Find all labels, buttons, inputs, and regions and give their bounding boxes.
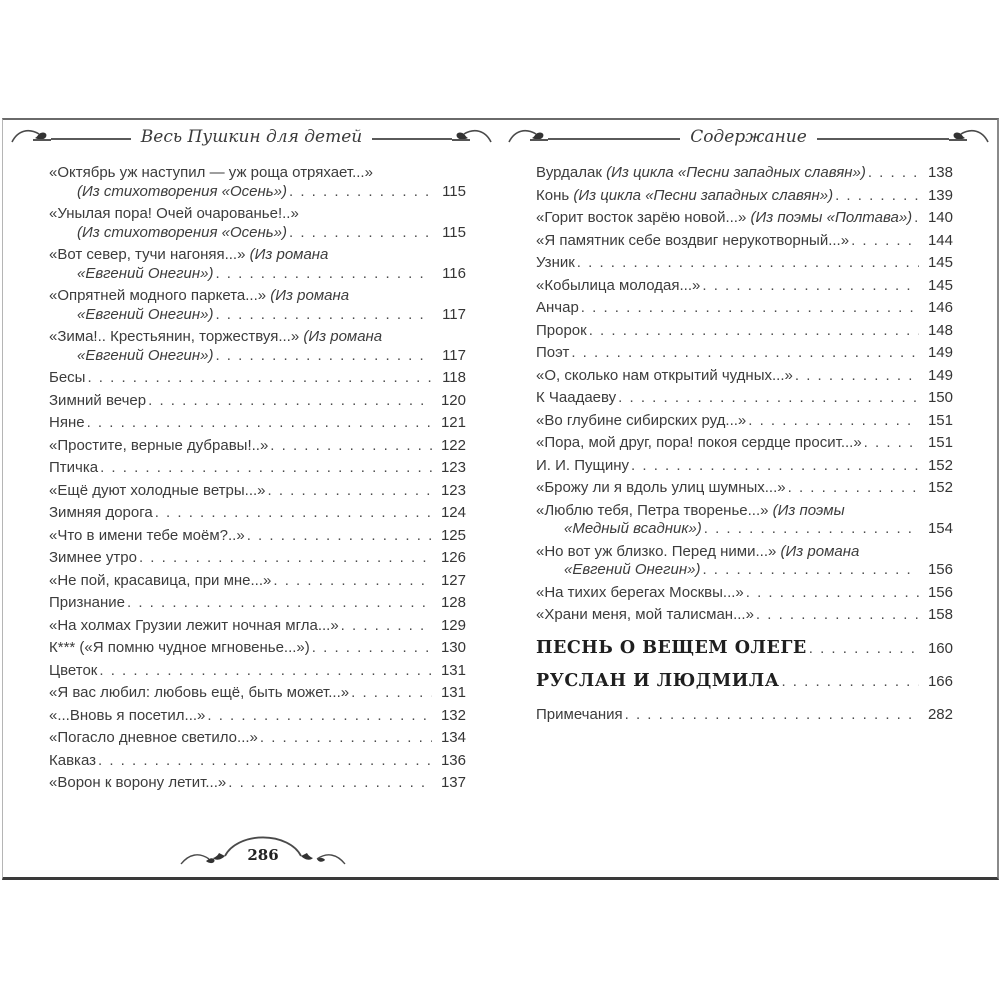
toc-page-number: 120 <box>440 391 466 409</box>
dot-leader <box>289 183 432 202</box>
toc-entry <box>49 527 466 546</box>
header-flourish-left-icon <box>11 126 51 148</box>
header-rule <box>548 138 680 140</box>
toc-text-segment: И. И. Пущину <box>536 456 630 474</box>
toc-page-number: 152 <box>927 479 953 496</box>
toc-page-number: 117 <box>442 305 466 323</box>
toc-page-number: 116 <box>442 264 466 282</box>
toc-page-number: 282 <box>927 705 953 723</box>
toc-text-segment: «Я вас любил: любовь ещё, быть может...» <box>49 684 350 701</box>
toc-entry <box>49 572 466 591</box>
toc-entry <box>49 774 466 793</box>
toc-text-segment: (Из стихотворения «Осень») <box>77 182 288 200</box>
dot-leader <box>914 209 919 228</box>
toc-entry <box>536 164 953 183</box>
toc-entry-line <box>536 502 953 521</box>
toc-text-segment: «Но вот уж близко. Перед ними...» <box>536 542 781 560</box>
toc-text-segment: «Храни меня, мой талисман...» <box>536 606 754 623</box>
toc-text-segment: Цветок <box>49 661 98 679</box>
toc-page-number: 115 <box>442 223 466 241</box>
header-flourish-right-icon <box>452 126 492 148</box>
toc-text-segment: «Погасло дневное светило...» <box>49 729 258 746</box>
toc-page-number: 123 <box>440 481 466 499</box>
toc-entry <box>536 277 953 296</box>
toc-entry <box>49 328 466 365</box>
dot-leader <box>341 617 432 636</box>
dot-leader <box>809 640 919 659</box>
header-rule <box>51 138 131 140</box>
toc-text-segment: Анчар <box>536 299 579 316</box>
toc-entry <box>536 187 953 206</box>
toc-entry <box>536 209 953 228</box>
toc-text-segment: «Унылая пора! Очей очарованье!..» <box>49 205 299 222</box>
toc-entry <box>49 246 466 283</box>
toc-text-segment: «Я памятник себе воздвиг нерукотворный...» <box>536 231 850 249</box>
toc-entry <box>49 205 466 242</box>
toc-text-segment: Зимняя дорога <box>49 504 153 521</box>
toc-text-segment: (Из поэмы <box>772 501 845 519</box>
toc-page-number: 121 <box>440 414 466 431</box>
toc-entry <box>49 684 466 703</box>
toc-text-segment: Узник <box>536 254 575 271</box>
toc-page-number: 115 <box>442 182 466 200</box>
toc-page-number: 145 <box>927 276 953 294</box>
toc-text-segment: Зимний вечер <box>49 391 147 409</box>
toc-page-number: 131 <box>440 684 466 701</box>
toc-entry <box>536 639 953 659</box>
toc-text-segment: «Опрятней модного паркета...» <box>49 287 271 304</box>
toc-text-segment: (Из стихотворения «Осень») <box>77 223 288 241</box>
toc-entry <box>536 706 953 725</box>
toc-text-segment: Няне <box>49 414 85 431</box>
toc-page-number: 124 <box>440 504 466 521</box>
toc-entry-line <box>49 164 466 183</box>
toc-text-segment: «О, сколько нам открытий чудных...» <box>536 366 793 384</box>
toc-page-number: 132 <box>440 706 466 724</box>
toc-text-segment: «Евгений Онегин») <box>77 346 214 364</box>
toc-entry <box>49 594 466 613</box>
toc-page-number: 126 <box>440 549 466 566</box>
toc-page-number: 122 <box>440 436 466 454</box>
toc-entry <box>536 672 953 692</box>
toc-text-segment: «Брожу ли я вдоль улиц шумных...» <box>536 479 786 496</box>
toc-entry <box>49 662 466 681</box>
toc-page-number: 138 <box>927 164 953 181</box>
dot-leader <box>746 584 919 603</box>
dot-leader <box>215 265 432 284</box>
toc-page-number: 150 <box>927 389 953 406</box>
footer-page-number: 286 <box>247 846 279 864</box>
toc-text-segment: Пророк <box>536 321 587 339</box>
toc-text-segment: ПЕСНЬ О ВЕЩЕМ ОЛЕГЕ <box>536 637 807 658</box>
dot-leader <box>247 527 432 546</box>
toc-entry <box>536 322 953 341</box>
toc-entry <box>536 584 953 603</box>
dot-leader <box>351 684 432 703</box>
toc-entry-line <box>49 287 466 306</box>
dot-leader <box>228 774 432 793</box>
dot-leader <box>795 367 919 386</box>
dot-leader <box>788 479 919 498</box>
left-page-footer <box>163 822 363 874</box>
toc-entry <box>536 389 953 408</box>
toc-entry <box>49 287 466 324</box>
toc-text-segment: (Из романа <box>270 287 350 304</box>
toc-entry <box>536 606 953 625</box>
dot-leader <box>571 344 919 363</box>
right-page-header <box>508 124 989 150</box>
toc-entry-line <box>536 543 953 562</box>
dot-leader <box>704 520 919 539</box>
dot-leader <box>631 457 919 476</box>
toc-page-number: 151 <box>927 411 953 429</box>
dot-leader <box>215 347 432 366</box>
toc-page-number: 131 <box>440 661 466 679</box>
toc-page-number: 130 <box>440 639 466 656</box>
toc-text-segment: (Из цикла «Песни западных славян») <box>606 164 866 181</box>
dot-leader <box>270 437 432 456</box>
toc-entry <box>536 502 953 539</box>
toc-entry <box>536 299 953 318</box>
toc-page-number: 151 <box>927 434 953 451</box>
dot-leader <box>139 549 432 568</box>
toc-entry <box>536 367 953 386</box>
toc-text-segment: Птичка <box>49 459 99 476</box>
toc-text-segment: «...Вновь я посетил...» <box>49 706 206 724</box>
toc-entry <box>49 752 466 771</box>
toc-text-segment: «Во глубине сибирских руд...» <box>536 411 747 429</box>
toc-page-number: 166 <box>927 673 953 690</box>
book-spread <box>2 118 999 880</box>
toc-page-number: 118 <box>442 369 466 386</box>
toc-text-segment: «Ворон к ворону летит...» <box>49 774 227 791</box>
toc-entry <box>49 414 466 433</box>
toc-entry <box>49 504 466 523</box>
toc-page-number: 134 <box>440 729 466 746</box>
footer-flourish-icon <box>163 822 363 874</box>
toc-page-number: 160 <box>927 639 953 657</box>
toc-list-left <box>3 164 500 793</box>
toc-text-segment: К Чаадаеву <box>536 389 617 406</box>
toc-page-number: 152 <box>927 456 953 474</box>
toc-text-segment: Зимнее утро <box>49 549 137 566</box>
toc-text-segment: Кавказ <box>49 751 96 769</box>
toc-text-segment: «Евгений Онегин») <box>77 264 214 282</box>
toc-page-number: 117 <box>442 346 466 364</box>
dot-leader <box>155 504 432 523</box>
toc-page-number: 144 <box>927 231 953 249</box>
dot-leader <box>207 707 432 726</box>
toc-page-number: 139 <box>927 186 953 204</box>
dot-leader <box>99 662 432 681</box>
dot-leader <box>87 369 432 388</box>
toc-text-segment: «Не пой, красавица, при мне...» <box>49 571 272 589</box>
toc-page-number: 156 <box>927 583 953 601</box>
left-page-header <box>11 124 492 150</box>
dot-leader <box>148 392 432 411</box>
toc-text-segment: «Пора, мой друг, пора! покоя сердце просит...» <box>536 434 862 451</box>
toc-text-segment: Конь <box>536 186 574 204</box>
toc-page-number: 148 <box>927 321 953 339</box>
toc-entry <box>49 164 466 201</box>
toc-page-number: 128 <box>440 594 466 611</box>
toc-text-segment: (Из романа <box>249 246 329 263</box>
dot-leader <box>756 606 919 625</box>
dot-leader <box>618 389 919 408</box>
header-flourish-left-icon <box>508 126 548 148</box>
toc-entry <box>536 254 953 273</box>
toc-text-segment: «Ещё дуют холодные ветры...» <box>49 481 266 499</box>
page-title: Содержание <box>690 127 807 147</box>
header-rule <box>817 138 949 140</box>
dot-leader <box>589 322 919 341</box>
toc-text-segment: «Кобылица молодая...» <box>536 276 701 294</box>
toc-text-segment: Вурдалак <box>536 164 607 181</box>
toc-page-number: 145 <box>927 254 953 271</box>
toc-page-number: 125 <box>440 526 466 544</box>
toc-text-segment: «Евгений Онегин») <box>564 561 701 578</box>
toc-page-number: 149 <box>927 366 953 384</box>
toc-page-number: 137 <box>440 774 466 791</box>
toc-entry <box>536 457 953 476</box>
dot-leader <box>702 561 919 580</box>
toc-text-segment: «Зима!.. Крестьянин, торжествуя...» <box>49 328 304 345</box>
dot-leader <box>702 277 919 296</box>
dot-leader <box>835 187 919 206</box>
toc-entry-line <box>49 328 466 347</box>
toc-entry <box>536 543 953 580</box>
dot-leader <box>625 706 919 725</box>
dot-leader <box>868 164 919 183</box>
toc-entry <box>49 369 466 388</box>
toc-text-segment: Признание <box>49 594 126 611</box>
toc-entry <box>536 434 953 453</box>
toc-text-segment: «Медный всадник») <box>564 520 702 537</box>
toc-entry <box>49 437 466 456</box>
toc-entry <box>49 392 466 411</box>
dot-leader <box>87 414 432 433</box>
dot-leader <box>581 299 919 318</box>
dot-leader <box>98 752 432 771</box>
toc-page-number: 149 <box>927 344 953 361</box>
toc-page-number: 156 <box>927 561 953 578</box>
toc-page-number: 158 <box>927 606 953 623</box>
toc-text-segment: «Горит восток зарёю новой...» <box>536 209 751 226</box>
toc-text-segment: «Люблю тебя, Петра творенье...» <box>536 501 773 519</box>
toc-page-number: 123 <box>440 459 466 476</box>
dot-leader <box>273 572 432 591</box>
toc-entry <box>49 482 466 501</box>
toc-page-number: 140 <box>927 209 953 226</box>
toc-entry <box>536 479 953 498</box>
left-page <box>3 120 500 877</box>
dot-leader <box>851 232 919 251</box>
toc-text-segment: «Вот север, тучи нагоняя...» <box>49 246 250 263</box>
toc-entry-line <box>49 246 466 265</box>
toc-page-number: 129 <box>440 616 466 634</box>
dot-leader <box>127 594 432 613</box>
toc-text-segment: РУСЛАН И ЛЮДМИЛА <box>536 671 780 691</box>
dot-leader <box>268 482 433 501</box>
toc-entry <box>49 617 466 636</box>
toc-text-segment: (Из цикла «Песни западных славян») <box>573 186 834 204</box>
dot-leader <box>864 434 919 453</box>
dot-leader <box>312 639 432 658</box>
toc-text-segment: (Из романа <box>780 542 860 560</box>
dot-leader <box>781 673 919 692</box>
toc-entry <box>536 232 953 251</box>
toc-text-segment: «Что в имени тебе моём?..» <box>49 526 245 544</box>
toc-entry <box>49 639 466 658</box>
dot-leader <box>577 254 919 273</box>
toc-page-number: 127 <box>440 571 466 589</box>
toc-text-segment: «На холмах Грузии лежит ночная мгла...» <box>49 616 339 634</box>
dot-leader <box>260 729 432 748</box>
toc-entry <box>49 549 466 568</box>
toc-text-segment: Поэт <box>536 344 570 361</box>
toc-text-segment: «Простите, верные дубравы!..» <box>49 436 269 454</box>
toc-entry <box>49 459 466 478</box>
toc-text-segment: К*** («Я помню чудное мгновенье...») <box>49 639 310 656</box>
toc-text-segment: Примечания <box>536 705 623 723</box>
header-flourish-right-icon <box>949 126 989 148</box>
toc-text-segment: «Евгений Онегин») <box>77 305 214 323</box>
toc-entry-line <box>49 205 466 224</box>
toc-list-right <box>500 164 997 724</box>
toc-page-number: 154 <box>927 520 953 537</box>
dot-leader <box>748 412 919 431</box>
header-rule <box>372 138 452 140</box>
toc-text-segment: (Из романа <box>303 328 383 345</box>
right-page <box>500 120 997 877</box>
toc-entry <box>536 412 953 431</box>
toc-page-number: 146 <box>927 299 953 316</box>
dot-leader <box>100 459 432 478</box>
toc-text-segment: «На тихих берегах Москвы...» <box>536 583 744 601</box>
page-title: Весь Пушкин для детей <box>140 127 363 147</box>
toc-page-number: 136 <box>440 751 466 769</box>
toc-entry <box>49 729 466 748</box>
toc-text-segment: Бесы <box>49 369 86 386</box>
toc-entry <box>49 707 466 726</box>
dot-leader <box>215 306 432 325</box>
toc-text-segment: (Из поэмы «Полтава») <box>750 209 913 226</box>
toc-text-segment: «Октябрь уж наступил — уж роща отряхает...» <box>49 164 373 181</box>
toc-entry <box>536 344 953 363</box>
dot-leader <box>289 224 432 243</box>
